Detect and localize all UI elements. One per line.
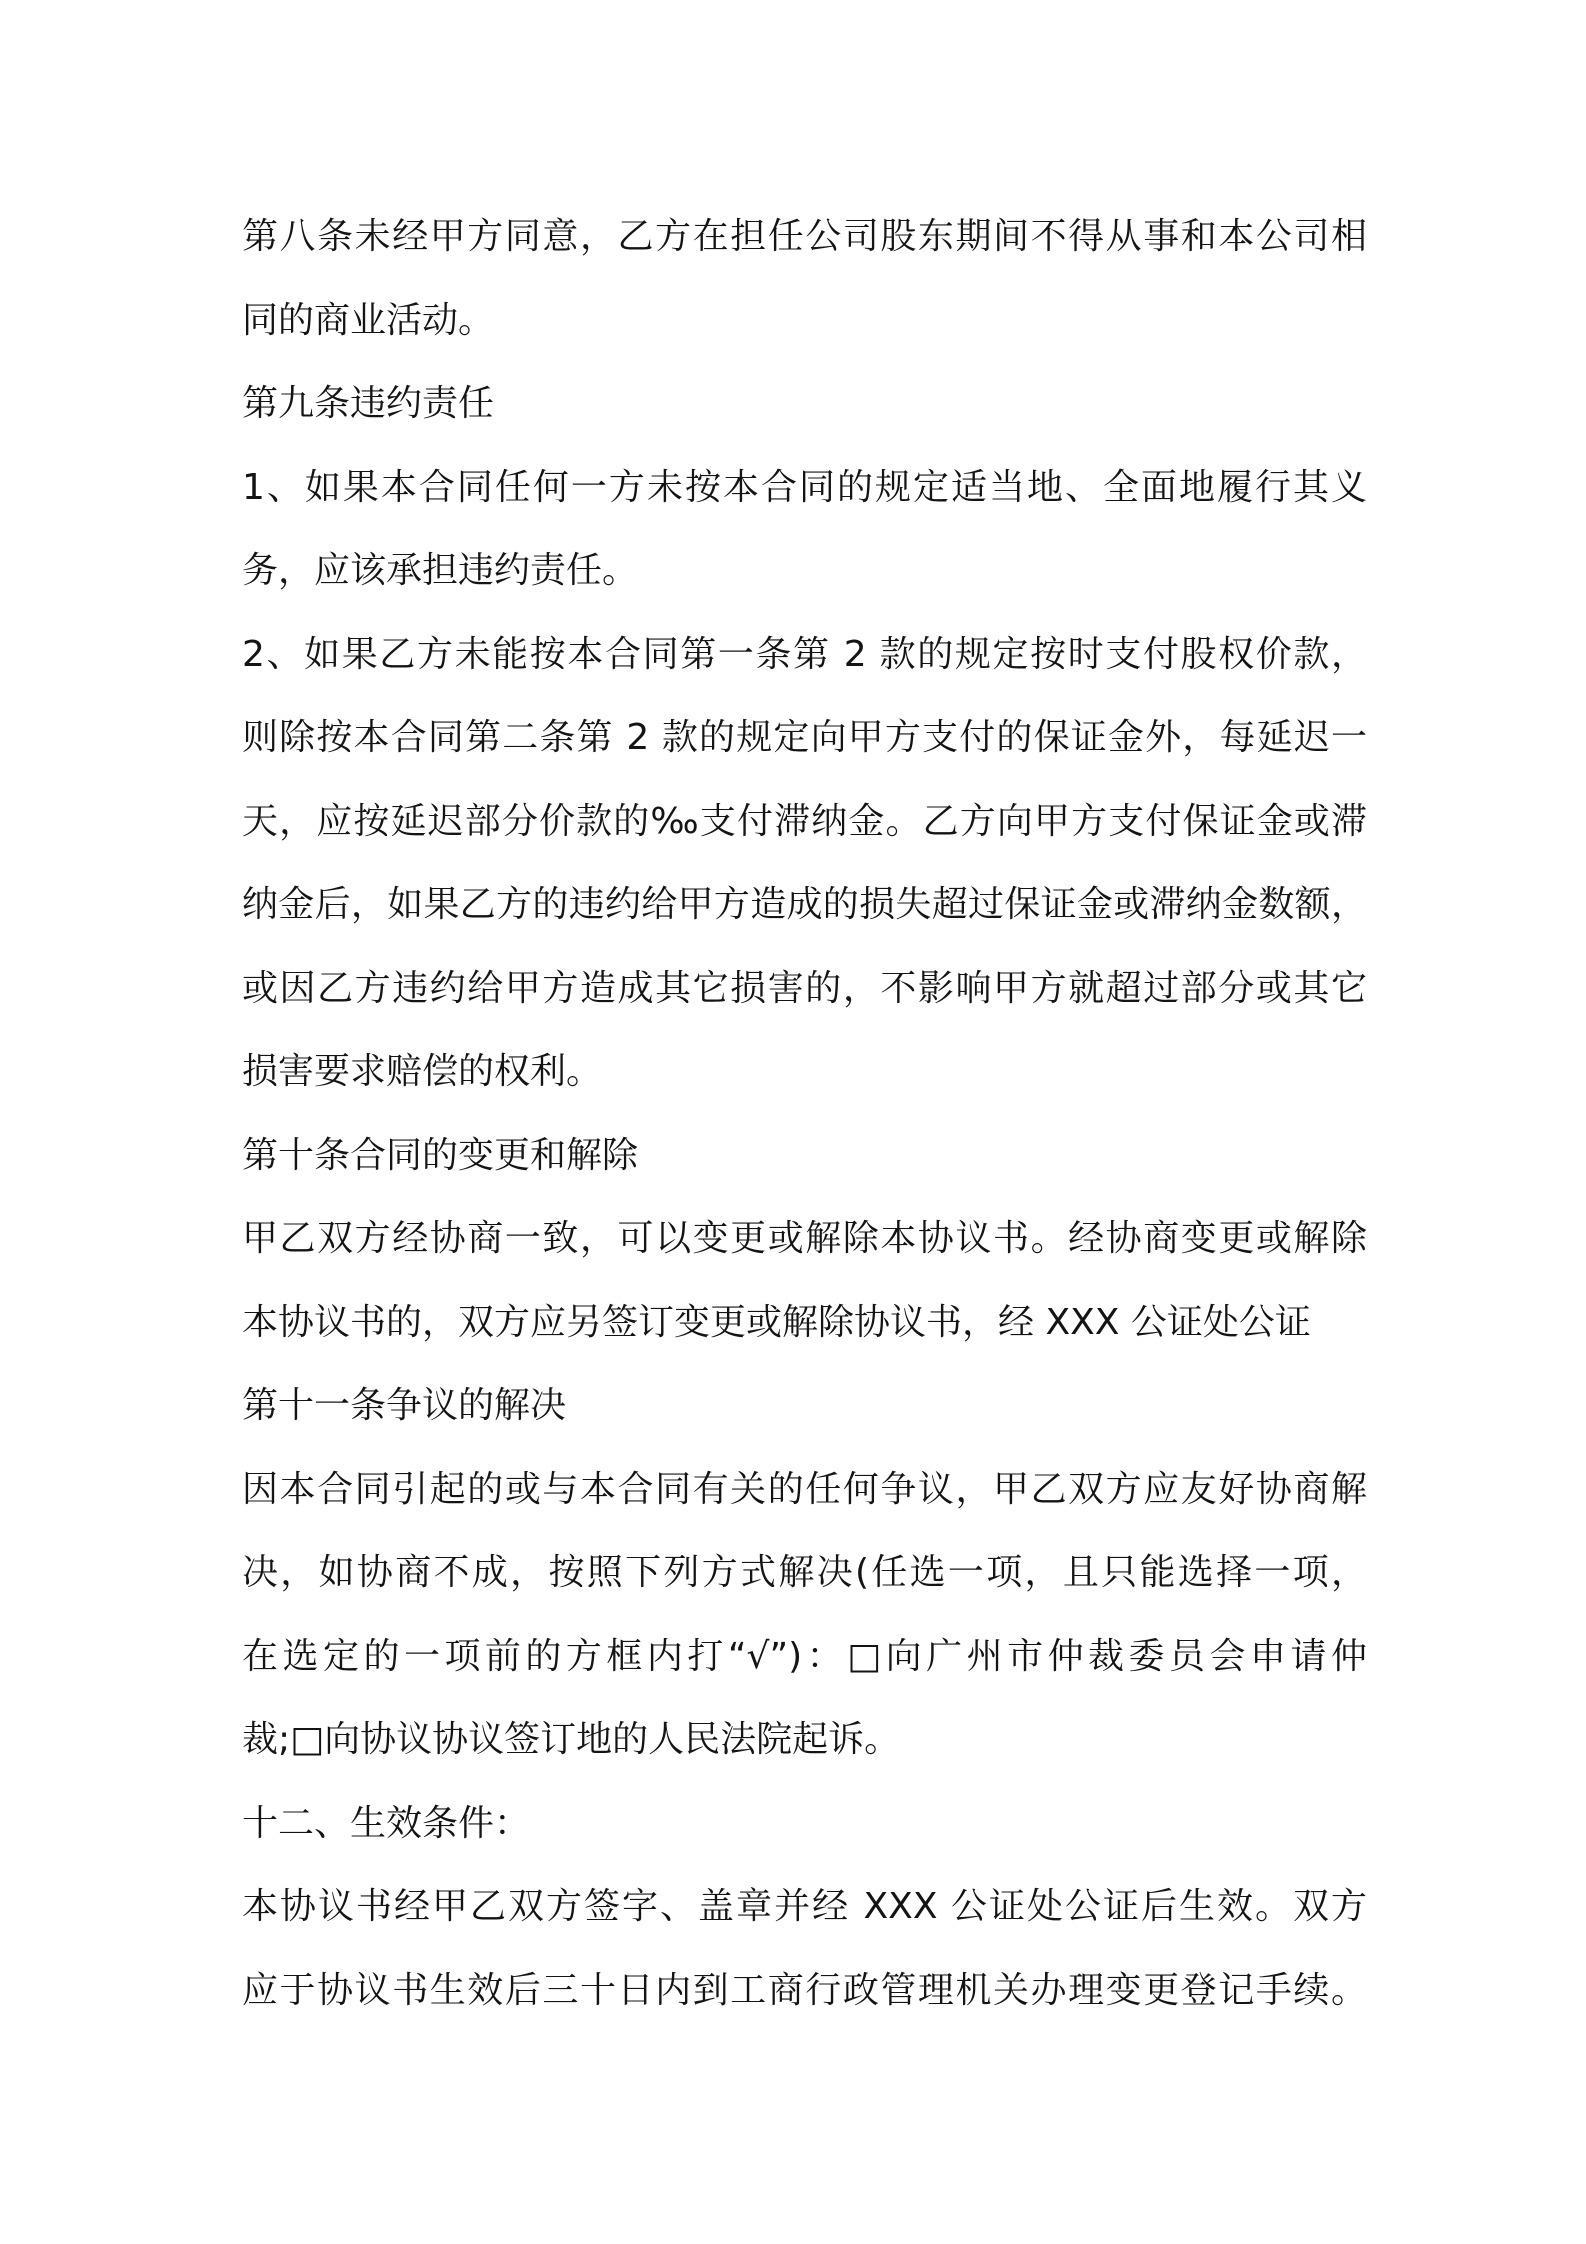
- text-line: 因本合同引起的或与本合同有关的任何争议，甲乙双方应友好协商解: [242, 1468, 1367, 1510]
- text-line: 应于协议书生效后三十日内到工商行政管理机关办理变更登记手续。: [242, 1969, 1367, 2011]
- text-line: 裁;□向协议协议签订地的人民法院起诉。: [242, 1719, 901, 1760]
- text-line: 第八条未经甲方同意，乙方在担任公司股东期间不得从事和本公司相: [242, 216, 1367, 257]
- section-heading: 第十条合同的变更和解除: [242, 1134, 639, 1176]
- section-heading: 第十一条争议的解决: [242, 1385, 567, 1426]
- text-line: 本协议书经甲乙双方签字、盖章并经 XXX 公证处公证后生效。双方: [242, 1886, 1367, 1927]
- text-line: 或因乙方违约给甲方造成其它损害的，不影响甲方就超过部分或其它: [242, 967, 1367, 1009]
- text-line: 损害要求赔偿的权利。: [242, 1051, 603, 1092]
- text-line: 天，应按延迟部分价款的‰支付滞纳金。乙方向甲方支付保证金或滞: [242, 800, 1367, 842]
- document-body: [242, 195, 1367, 2032]
- text-line: 1、如果本合同任何一方未按本合同的规定适当地、全面地履行其义: [242, 466, 1367, 508]
- text-line: 纳金后，如果乙方的违约给甲方造成的损失超过保证金或滞纳金数额，: [242, 884, 1367, 925]
- text-line: 2、如果乙方未能按本合同第一条第 2 款的规定按时支付股权价款，: [242, 633, 1367, 675]
- text-line: 决，如协商不成，按照下列方式解决(任选一项，且只能选择一项，: [242, 1552, 1367, 1593]
- section-heading: 十二、生效条件：: [242, 1802, 531, 1844]
- text-line: 务，应该承担违约责任。: [242, 550, 639, 591]
- text-line: 本协议书的，双方应另签订变更或解除协议书，经 XXX 公证处公证: [242, 1301, 1311, 1343]
- text-line: 同的商业活动。: [242, 299, 495, 341]
- text-line: 则除按本合同第二条第 2 款的规定向甲方支付的保证金外，每延迟一: [242, 717, 1367, 758]
- section-heading: 第九条违约责任: [242, 383, 495, 424]
- text-line: 甲乙双方经协商一致，可以变更或解除本协议书。经协商变更或解除: [242, 1218, 1367, 1259]
- text-line: 在选定的一项前的方框内打“√”)：□向广州市仲裁委员会申请仲: [242, 1635, 1367, 1677]
